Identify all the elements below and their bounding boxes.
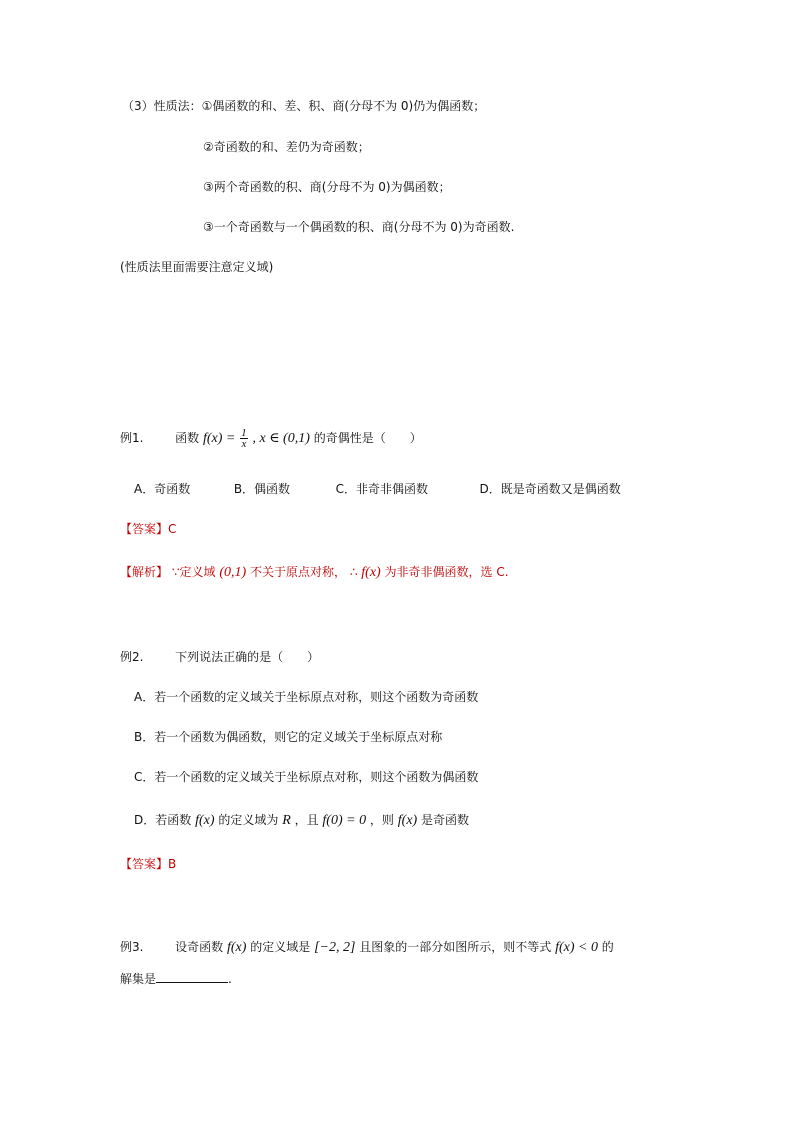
example-2-question: 下列说法正确的是（ ） <box>175 650 320 664</box>
option-d-part-5: 是奇函数 <box>421 813 470 827</box>
example-2-stem <box>120 648 319 666</box>
analysis-expr-2: f(x) <box>361 565 381 580</box>
example-3-solution-label: 解集是 <box>120 972 157 986</box>
example-2-option-a: A．若一个函数的定义域关于坐标原点对称，则这个函数为奇函数 <box>134 690 479 704</box>
analysis-expr-1: (0,1) <box>219 565 247 580</box>
example-1-option-d: D．既是奇函数又是偶函数 <box>479 482 621 496</box>
option-d-f0: f(0) = 0 <box>322 813 367 828</box>
analysis-part-1: ∵定义域 <box>171 565 216 579</box>
option-d-part-2: 的定义域为 <box>218 813 279 827</box>
property-item-4: ③一个奇函数与一个偶函数的积、商(分母不为 0)为奇函数. <box>203 220 515 234</box>
therefore-symbol: ∴ <box>349 565 358 579</box>
fraction-denominator: x <box>241 438 247 450</box>
property-note: (性质法里面需要注意定义域) <box>120 260 274 274</box>
fraction-numerator: 1 <box>241 427 247 439</box>
option-d-R: R <box>282 813 291 828</box>
example-3-label: 例3. <box>120 940 144 954</box>
example-1-suffix: 的奇偶性是（ ） <box>313 431 422 445</box>
property-item-2: ②奇函数的和、差仍为奇函数； <box>203 140 370 154</box>
example-1-analysis <box>120 563 509 582</box>
example-2-label: 例2. <box>120 650 144 664</box>
option-d-part-4: ，则 <box>369 813 394 827</box>
option-d-part-3: ，且 <box>294 813 319 827</box>
example-3-part-4: 的 <box>601 940 614 954</box>
analysis-part-3: 为非奇非偶函数，选 C. <box>384 565 509 579</box>
example-3-interval: [−2, 2] <box>314 940 356 955</box>
example-3-stem <box>120 938 614 957</box>
example-1-fraction <box>240 428 248 449</box>
example-1-label: 例1. <box>120 431 144 445</box>
example-1-option-a: A．奇函数 <box>134 482 191 496</box>
example-3-period: . <box>228 972 232 986</box>
example-2-option-c: C．若一个函数的定义域关于坐标原点对称，则这个函数为偶函数 <box>134 770 479 784</box>
example-1-stem <box>120 428 422 449</box>
example-3-part-2: 的定义域是 <box>250 940 311 954</box>
example-1-answer: 【答案】C <box>120 522 177 536</box>
option-d-func: f(x) <box>195 813 215 828</box>
example-1-func: f(x) = <box>202 431 236 446</box>
example-2-answer: 【答案】B <box>120 857 177 871</box>
option-d-part-1: D．若函数 <box>134 813 192 827</box>
analysis-part-2: 不关于原点对称， <box>249 565 346 579</box>
example-1-option-c: C．非奇非偶函数 <box>335 482 429 496</box>
example-3-line-2 <box>120 970 232 988</box>
property-intro: （3）性质法：①偶函数的和、差、积、商(分母不为 0)仍为偶函数； <box>122 99 486 113</box>
example-2-option-d <box>134 811 469 830</box>
example-1-prefix: 函数 <box>175 431 200 445</box>
answer-blank[interactable] <box>156 970 228 983</box>
option-d-func-2: f(x) <box>397 813 418 828</box>
property-item-3: ③两个奇函数的积、商(分母不为 0)为偶函数； <box>203 180 451 194</box>
example-3-part-3: 且图象的一部分如图所示，则不等式 <box>359 940 552 954</box>
example-3-part-1: 设奇函数 <box>175 940 224 954</box>
example-1-options <box>134 480 621 498</box>
example-3-inequality: f(x) < 0 <box>555 940 598 955</box>
example-2-option-b: B．若一个函数为偶函数，则它的定义域关于坐标原点对称 <box>134 730 443 744</box>
analysis-tag: 【解析】 <box>120 565 169 579</box>
example-1-option-b: B．偶函数 <box>233 482 291 496</box>
example-1-domain: , x ∈ (0,1) <box>252 431 310 446</box>
example-3-func: f(x) <box>226 940 247 955</box>
